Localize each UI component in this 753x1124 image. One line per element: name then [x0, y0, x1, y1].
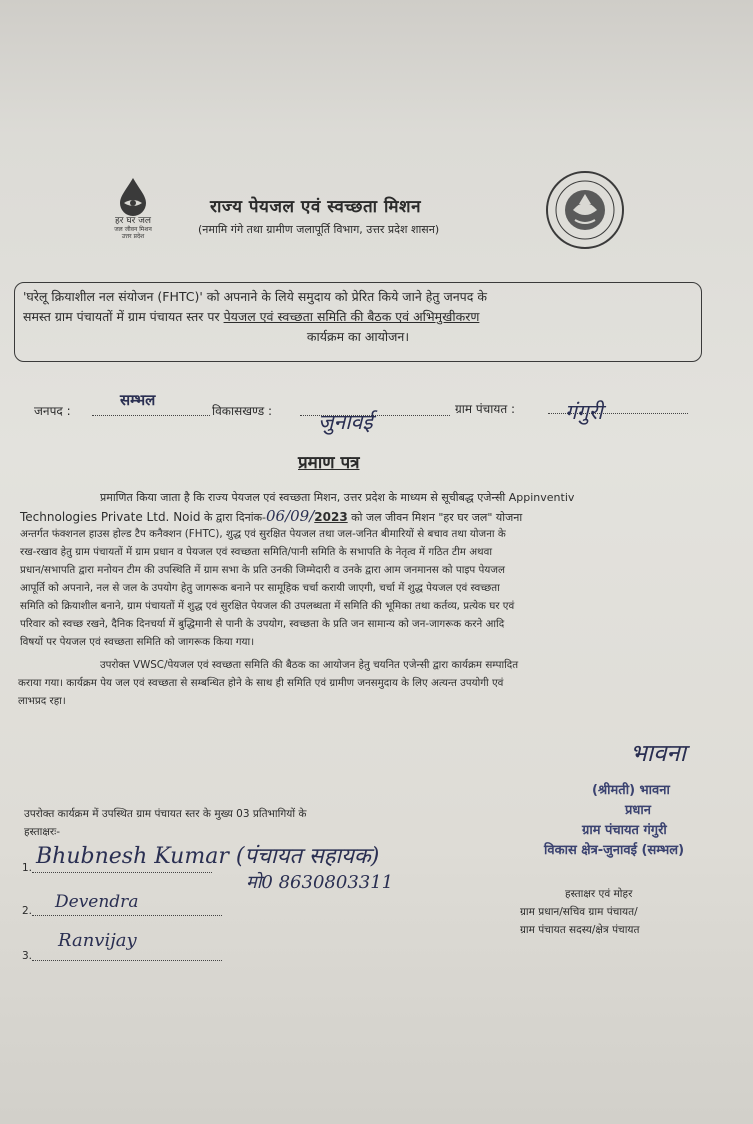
participant-2-signature: Devendra — [55, 892, 139, 912]
stamp-gram-panchayat: ग्राम पंचायत गंगुरी — [582, 823, 667, 838]
pradhan-signature: भावना — [630, 739, 686, 767]
notice-line-2-underlined: पेयजल एवं स्वच्छता समिति की बैठक एवं अभिमुखीकरण — [223, 309, 480, 324]
pradhan-caption-1: हस्ताक्षर एवं मोहर — [565, 888, 633, 900]
participant-3-num: 3. — [22, 950, 33, 962]
participant-2-num: 2. — [22, 905, 33, 917]
gram-panchayat-label: ग्राम पंचायत : — [455, 402, 516, 416]
agency-name: Technologies Private Ltd. Noid — [20, 510, 201, 524]
logo-caption-1: हर घर जल — [115, 216, 151, 226]
stamp-name: (श्रीमती) भावना — [592, 783, 670, 798]
gram-panchayat-value: गंगुरी — [565, 400, 603, 424]
up-government-seal — [545, 170, 625, 250]
pradhan-caption-2: ग्राम प्रधान/सचिव ग्राम पंचायत/ — [520, 906, 638, 918]
program-notice-box — [14, 282, 702, 362]
stamp-vikas-kshetra: विकास क्षेत्र-जुनावई (सम्भल) — [544, 843, 685, 858]
logo-caption-3: उत्तर प्रदेश — [121, 233, 145, 240]
participant-1-phone: मो0 8630803311 — [246, 872, 394, 893]
notice-line-2-prefix: समस्त ग्राम पंचायतों में ग्राम पंचायत स्तर पर — [23, 309, 224, 324]
cert-para1-line5: प्रधान/सभापति द्वारा मनोयन टीम की उपस्थिति में ग्राम सभा के प्रति उनकी जिम्मेदारी व उनके द्वारा आम जनमानस को पाइप पेयजल — [20, 564, 505, 576]
notice-line-3: कार्यक्रम का आयोजन। — [306, 329, 410, 344]
cert-para1-line9: विषयों पर पेयजल एवं स्वच्छता समिति को जागरूक किया गया। — [20, 636, 255, 648]
date-suffix: को जल जीवन मिशन "हर घर जल" योजना — [347, 511, 523, 524]
cert-para1-line6: आपूर्ति को अपनाने, नल से जल के उपयोग हेतु जागरूक बनाने पर सामूहिक चर्चा करायी जाएगी, चर्चा में शुद्ध पेयजल एवं स्वच्छता — [20, 582, 500, 594]
date-handwritten: 06/09/ — [266, 507, 315, 525]
cert-para2-line1: उपरोक्त VWSC/पेयजल एवं स्वच्छता समिति की बैठक का आयोजन हेतु चयनित एजेन्सी द्वारा कार्यक्रम सम्पादित — [100, 659, 519, 671]
header-title: राज्य पेयजल एवं स्वच्छता मिशन — [210, 197, 422, 217]
participant-1-signature: Bhubnesh Kumar (पंचायत सहायक) — [36, 844, 380, 869]
cert-para1-line7: समिति को क्रियाशील बनाने, ग्राम पंचायतों में शुद्ध एवं सुरक्षित पेयजल की उपलब्धता में समिति की भूमिका तथा कर्तव्य, प्रत्येक घर एवं — [20, 600, 515, 612]
janpad-value: सम्भल — [120, 391, 156, 409]
cert-para1-line3: अन्तर्गत फंक्शनल हाउस होल्ड टैप कनैक्शन (FHTC), शुद्ध एवं सुरक्षित पेयजल तथा जल-जनित बीमारियों से बचाव तथा योजना के — [20, 528, 506, 540]
date-year: 2023 — [314, 510, 348, 524]
janpad-label: जनपद : — [34, 404, 71, 418]
cert-para2-line3: लाभप्रद रहा। — [18, 695, 66, 707]
participant-3-signature: Ranvijay — [58, 930, 137, 951]
logo-caption-2: जल जीवन मिशन — [114, 226, 152, 233]
participants-intro-1: उपरोक्त कार्यक्रम में उपस्थित ग्राम पंचायत स्तर के मुख्य 03 प्रतिभागियों के — [24, 808, 307, 820]
cert-para1-line8: परिवार को स्वच्छ रखने, दैनिक दिनचर्या में बुद्धिमानी से पानी के उपयोग, स्वच्छता के प्रति जन सामान्य को जन-जागरूक करने आदि — [20, 618, 505, 630]
cert-para2-line2: कराया गया। कार्यक्रम पेय जल एवं स्वच्छता से सम्बन्धित होने के साथ ही समिति एवं ग्रामीण जनसमुदाय के लिए अत्यन्त उपयोगी एवं — [18, 677, 504, 689]
vikaskhand-value: जुनावई — [318, 410, 373, 434]
water-drop-icon — [116, 176, 150, 216]
cert-para1-line1: प्रमाणित किया जाता है कि राज्य पेयजल एवं स्वच्छता मिशन, उत्तर प्रदेश के माध्यम से सूचीबद्ध एजेन्सी Appinventiv — [100, 491, 575, 504]
notice-line-1: 'घरेलू क्रियाशील नल संयोजन (FHTC)' को अपनाने के लिये समुदाय को प्रेरित किये जाने हेतु जनपद के — [23, 289, 487, 304]
cert-para1-line4: रख-रखाव हेतु ग्राम पंचायतों में ग्राम प्रधान व पेयजल एवं स्वच्छता समिति/पानी समिति के सभापति के नेतृत्व में गठित टीम अथवा — [20, 546, 493, 558]
participants-intro-2: हस्ताक्षरः- — [24, 826, 61, 838]
cert-para1-line2 — [20, 507, 740, 527]
header-subtitle: (नमामि गंगे तथा ग्रामीण जलापूर्ति विभाग, उत्तर प्रदेश शासन) — [198, 223, 440, 236]
participant-1-num: 1. — [22, 862, 33, 874]
notice-line-2 — [23, 307, 693, 327]
har-ghar-jal-logo — [98, 176, 168, 240]
certificate-title: प्रमाण पत्र — [298, 453, 360, 473]
stamp-designation: प्रधान — [625, 803, 651, 818]
vikaskhand-label: विकासखण्ड : — [212, 404, 273, 418]
pradhan-caption-3: ग्राम पंचायत सदस्य/क्षेत्र पंचायत — [520, 924, 640, 936]
date-prefix: के द्वारा दिनांक- — [200, 511, 266, 524]
